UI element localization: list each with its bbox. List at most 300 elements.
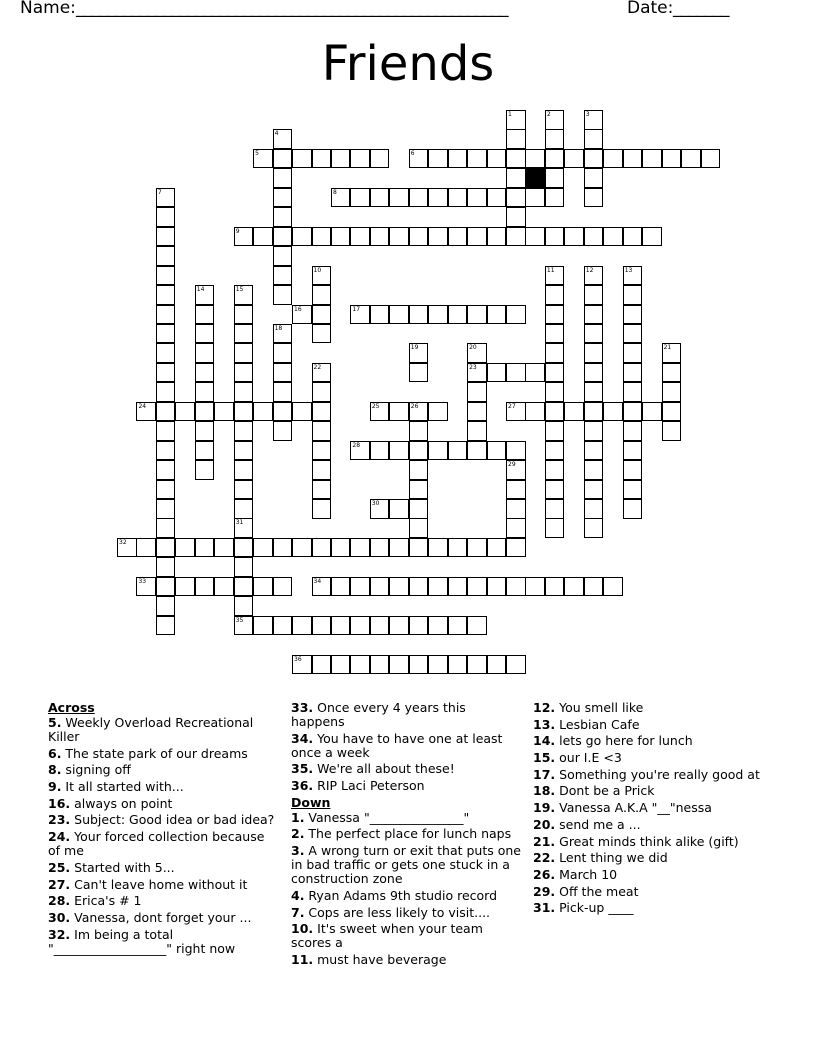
grid-cell[interactable]: [312, 480, 332, 500]
grid-cell[interactable]: [545, 480, 565, 500]
grid-cell[interactable]: [409, 518, 429, 538]
grid-cell[interactable]: [584, 577, 604, 597]
grid-cell[interactable]: [389, 188, 409, 208]
grid-cell[interactable]: [545, 129, 565, 149]
date-field-line[interactable]: _______: [673, 0, 729, 18]
grid-cell[interactable]: [312, 363, 332, 383]
grid-cell[interactable]: [487, 577, 507, 597]
grid-cell[interactable]: [448, 188, 468, 208]
grid-cell[interactable]: [312, 538, 332, 558]
grid-cell[interactable]: [273, 266, 293, 286]
grid-cell[interactable]: [312, 382, 332, 402]
grid-cell[interactable]: [136, 577, 156, 597]
grid-cell[interactable]: [273, 343, 293, 363]
grid-cell[interactable]: [195, 343, 215, 363]
grid-cell[interactable]: [331, 577, 351, 597]
grid-cell[interactable]: [506, 129, 526, 149]
grid-cell[interactable]: [234, 538, 254, 558]
grid-cell[interactable]: [234, 421, 254, 441]
grid-cell[interactable]: [156, 557, 176, 577]
grid-cell[interactable]: [487, 227, 507, 247]
grid-cell[interactable]: [350, 616, 370, 636]
grid-cell[interactable]: [506, 363, 526, 383]
grid-cell[interactable]: [350, 188, 370, 208]
grid-cell[interactable]: [623, 149, 643, 169]
grid-cell[interactable]: [564, 577, 584, 597]
grid-cell[interactable]: [545, 149, 565, 169]
grid-cell[interactable]: [156, 227, 176, 247]
grid-cell[interactable]: [389, 499, 409, 519]
grid-cell[interactable]: [409, 538, 429, 558]
grid-cell[interactable]: [525, 227, 545, 247]
grid-cell[interactable]: [312, 149, 332, 169]
grid-cell[interactable]: [156, 266, 176, 286]
grid-cell[interactable]: [253, 577, 273, 597]
grid-cell[interactable]: [428, 149, 448, 169]
grid-cell[interactable]: [234, 305, 254, 325]
grid-cell[interactable]: [156, 480, 176, 500]
grid-cell[interactable]: [603, 402, 623, 422]
grid-cell[interactable]: [195, 421, 215, 441]
grid-cell[interactable]: [662, 382, 682, 402]
grid-cell[interactable]: [448, 577, 468, 597]
grid-cell[interactable]: [584, 363, 604, 383]
grid-cell[interactable]: [448, 441, 468, 461]
grid-cell[interactable]: [175, 577, 195, 597]
grid-cell[interactable]: [409, 188, 429, 208]
grid-cell[interactable]: [467, 305, 487, 325]
grid-cell[interactable]: [584, 188, 604, 208]
grid-cell[interactable]: [331, 616, 351, 636]
grid-cell[interactable]: [506, 227, 526, 247]
grid-cell[interactable]: [448, 149, 468, 169]
grid-cell[interactable]: [467, 343, 487, 363]
grid-cell[interactable]: [467, 421, 487, 441]
grid-cell[interactable]: [214, 402, 234, 422]
grid-cell[interactable]: [623, 421, 643, 441]
grid-cell[interactable]: [292, 655, 312, 675]
grid-cell[interactable]: [234, 227, 254, 247]
grid-cell[interactable]: [623, 266, 643, 286]
grid-cell[interactable]: [428, 577, 448, 597]
grid-cell[interactable]: [234, 324, 254, 344]
grid-cell[interactable]: [545, 577, 565, 597]
grid-cell[interactable]: [292, 538, 312, 558]
grid-cell[interactable]: [545, 363, 565, 383]
grid-cell[interactable]: [214, 577, 234, 597]
grid-cell[interactable]: [234, 596, 254, 616]
grid-cell[interactable]: [156, 518, 176, 538]
grid-cell[interactable]: [584, 324, 604, 344]
grid-cell[interactable]: [506, 305, 526, 325]
grid-cell[interactable]: [545, 402, 565, 422]
grid-cell[interactable]: [253, 616, 273, 636]
grid-cell[interactable]: [662, 363, 682, 383]
grid-cell[interactable]: [117, 538, 137, 558]
grid-cell[interactable]: [467, 149, 487, 169]
grid-cell[interactable]: [350, 441, 370, 461]
grid-cell[interactable]: [370, 441, 390, 461]
grid-cell[interactable]: [389, 227, 409, 247]
grid-cell[interactable]: [156, 343, 176, 363]
grid-cell[interactable]: [389, 441, 409, 461]
grid-cell[interactable]: [273, 324, 293, 344]
grid-cell[interactable]: [584, 168, 604, 188]
grid-cell[interactable]: [350, 149, 370, 169]
grid-cell[interactable]: [525, 149, 545, 169]
grid-cell[interactable]: [584, 518, 604, 538]
grid-cell[interactable]: [273, 577, 293, 597]
grid-cell[interactable]: [370, 149, 390, 169]
grid-cell[interactable]: [409, 402, 429, 422]
grid-cell[interactable]: [312, 227, 332, 247]
grid-cell[interactable]: [409, 616, 429, 636]
grid-cell[interactable]: [273, 207, 293, 227]
grid-cell[interactable]: [312, 499, 332, 519]
grid-cell[interactable]: [584, 480, 604, 500]
grid-cell[interactable]: [623, 499, 643, 519]
grid-cell[interactable]: [234, 460, 254, 480]
grid-cell[interactable]: [584, 499, 604, 519]
grid-cell[interactable]: [506, 518, 526, 538]
grid-cell[interactable]: [234, 557, 254, 577]
grid-cell[interactable]: [156, 538, 176, 558]
grid-cell[interactable]: [312, 577, 332, 597]
grid-cell[interactable]: [506, 538, 526, 558]
grid-cell[interactable]: [195, 363, 215, 383]
grid-cell[interactable]: [195, 460, 215, 480]
grid-cell[interactable]: [584, 421, 604, 441]
grid-cell[interactable]: [545, 499, 565, 519]
grid-cell[interactable]: [467, 382, 487, 402]
grid-cell[interactable]: [273, 168, 293, 188]
grid-cell[interactable]: [545, 285, 565, 305]
grid-cell[interactable]: [448, 616, 468, 636]
grid-cell[interactable]: [312, 402, 332, 422]
grid-cell[interactable]: [545, 227, 565, 247]
grid-cell[interactable]: [545, 460, 565, 480]
grid-cell[interactable]: [428, 616, 448, 636]
grid-cell[interactable]: [273, 402, 293, 422]
grid-cell[interactable]: [312, 441, 332, 461]
grid-cell[interactable]: [409, 305, 429, 325]
grid-cell[interactable]: [156, 616, 176, 636]
grid-cell[interactable]: [195, 324, 215, 344]
grid-cell[interactable]: [389, 616, 409, 636]
grid-cell[interactable]: [506, 149, 526, 169]
grid-cell[interactable]: [234, 518, 254, 538]
grid-cell[interactable]: [506, 402, 526, 422]
grid-cell[interactable]: [273, 188, 293, 208]
grid-cell[interactable]: [584, 110, 604, 130]
grid-cell[interactable]: [292, 227, 312, 247]
grid-cell[interactable]: [487, 441, 507, 461]
grid-cell[interactable]: [545, 168, 565, 188]
grid-cell[interactable]: [370, 402, 390, 422]
grid-cell[interactable]: [623, 363, 643, 383]
grid-cell[interactable]: [195, 402, 215, 422]
grid-cell[interactable]: [467, 655, 487, 675]
grid-cell[interactable]: [448, 305, 468, 325]
grid-cell[interactable]: [467, 577, 487, 597]
grid-cell[interactable]: [156, 499, 176, 519]
grid-cell[interactable]: [409, 499, 429, 519]
grid-cell[interactable]: [428, 538, 448, 558]
grid-cell[interactable]: [467, 402, 487, 422]
grid-cell[interactable]: [448, 227, 468, 247]
grid-cell[interactable]: [623, 305, 643, 325]
grid-cell[interactable]: [253, 402, 273, 422]
grid-cell[interactable]: [428, 227, 448, 247]
grid-cell[interactable]: [234, 499, 254, 519]
grid-cell[interactable]: [273, 382, 293, 402]
grid-cell[interactable]: [701, 149, 721, 169]
grid-cell[interactable]: [584, 441, 604, 461]
grid-cell[interactable]: [234, 402, 254, 422]
grid-cell[interactable]: [506, 168, 526, 188]
grid-cell[interactable]: [370, 227, 390, 247]
grid-cell[interactable]: [234, 343, 254, 363]
grid-cell[interactable]: [409, 441, 429, 461]
grid-cell[interactable]: [662, 343, 682, 363]
grid-cell[interactable]: [234, 382, 254, 402]
grid-cell[interactable]: [409, 421, 429, 441]
grid-cell[interactable]: [312, 421, 332, 441]
grid-cell[interactable]: [662, 421, 682, 441]
grid-cell[interactable]: [545, 343, 565, 363]
grid-cell[interactable]: [467, 441, 487, 461]
grid-cell[interactable]: [331, 227, 351, 247]
grid-cell[interactable]: [487, 188, 507, 208]
grid-cell[interactable]: [506, 655, 526, 675]
grid-cell[interactable]: [273, 129, 293, 149]
grid-cell[interactable]: [525, 402, 545, 422]
grid-cell[interactable]: [623, 441, 643, 461]
grid-cell[interactable]: [195, 382, 215, 402]
grid-cell[interactable]: [584, 266, 604, 286]
grid-cell[interactable]: [623, 402, 643, 422]
grid-cell[interactable]: [506, 499, 526, 519]
grid-cell[interactable]: [448, 655, 468, 675]
grid-cell[interactable]: [584, 460, 604, 480]
grid-cell[interactable]: [370, 616, 390, 636]
grid-cell[interactable]: [409, 227, 429, 247]
grid-cell[interactable]: [487, 305, 507, 325]
grid-cell[interactable]: [623, 382, 643, 402]
grid-cell[interactable]: [545, 266, 565, 286]
grid-cell[interactable]: [136, 402, 156, 422]
grid-cell[interactable]: [487, 655, 507, 675]
grid-cell[interactable]: [428, 188, 448, 208]
grid-cell[interactable]: [370, 188, 390, 208]
grid-cell[interactable]: [273, 246, 293, 266]
grid-cell[interactable]: [467, 227, 487, 247]
grid-cell[interactable]: [623, 343, 643, 363]
grid-cell[interactable]: [584, 382, 604, 402]
grid-cell[interactable]: [409, 343, 429, 363]
grid-cell[interactable]: [234, 285, 254, 305]
grid-cell[interactable]: [331, 655, 351, 675]
grid-cell[interactable]: [623, 285, 643, 305]
grid-cell[interactable]: [428, 655, 448, 675]
grid-cell[interactable]: [467, 616, 487, 636]
grid-cell[interactable]: [506, 207, 526, 227]
grid-cell[interactable]: [195, 441, 215, 461]
grid-cell[interactable]: [156, 305, 176, 325]
grid-cell[interactable]: [370, 305, 390, 325]
grid-cell[interactable]: [584, 149, 604, 169]
grid-cell[interactable]: [564, 402, 584, 422]
grid-cell[interactable]: [389, 577, 409, 597]
grid-cell[interactable]: [487, 149, 507, 169]
grid-cell[interactable]: [428, 305, 448, 325]
grid-cell[interactable]: [623, 460, 643, 480]
grid-cell[interactable]: [156, 207, 176, 227]
grid-cell[interactable]: [156, 188, 176, 208]
grid-cell[interactable]: [156, 596, 176, 616]
grid-cell[interactable]: [642, 402, 662, 422]
grid-cell[interactable]: [253, 538, 273, 558]
grid-cell[interactable]: [525, 188, 545, 208]
grid-cell[interactable]: [253, 227, 273, 247]
grid-cell[interactable]: [409, 460, 429, 480]
grid-cell[interactable]: [312, 655, 332, 675]
grid-cell[interactable]: [312, 460, 332, 480]
grid-cell[interactable]: [350, 227, 370, 247]
grid-cell[interactable]: [350, 305, 370, 325]
grid-cell[interactable]: [545, 518, 565, 538]
grid-cell[interactable]: [156, 285, 176, 305]
grid-cell[interactable]: [545, 305, 565, 325]
grid-cell[interactable]: [156, 246, 176, 266]
grid-cell[interactable]: [506, 480, 526, 500]
grid-cell[interactable]: [370, 538, 390, 558]
grid-cell[interactable]: [389, 402, 409, 422]
grid-cell[interactable]: [350, 655, 370, 675]
grid-cell[interactable]: [156, 421, 176, 441]
grid-cell[interactable]: [564, 149, 584, 169]
grid-cell[interactable]: [584, 402, 604, 422]
grid-cell[interactable]: [545, 382, 565, 402]
grid-cell[interactable]: [389, 655, 409, 675]
grid-cell[interactable]: [409, 480, 429, 500]
grid-cell[interactable]: [156, 382, 176, 402]
grid-cell[interactable]: [545, 441, 565, 461]
grid-cell[interactable]: [156, 460, 176, 480]
grid-cell[interactable]: [312, 616, 332, 636]
grid-cell[interactable]: [331, 188, 351, 208]
grid-cell[interactable]: [370, 499, 390, 519]
grid-cell[interactable]: [195, 305, 215, 325]
grid-cell[interactable]: [273, 149, 293, 169]
grid-cell[interactable]: [409, 149, 429, 169]
grid-cell[interactable]: [273, 363, 293, 383]
grid-cell[interactable]: [584, 285, 604, 305]
grid-cell[interactable]: [350, 577, 370, 597]
grid-cell[interactable]: [331, 538, 351, 558]
grid-cell[interactable]: [506, 110, 526, 130]
grid-cell[interactable]: [156, 577, 176, 597]
grid-cell[interactable]: [214, 538, 234, 558]
grid-cell[interactable]: [467, 538, 487, 558]
grid-cell[interactable]: [312, 266, 332, 286]
grid-cell[interactable]: [584, 227, 604, 247]
grid-cell[interactable]: [584, 343, 604, 363]
grid-cell[interactable]: [195, 577, 215, 597]
grid-cell[interactable]: [273, 616, 293, 636]
grid-cell[interactable]: [273, 538, 293, 558]
grid-cell[interactable]: [370, 655, 390, 675]
grid-cell[interactable]: [389, 305, 409, 325]
grid-cell[interactable]: [312, 305, 332, 325]
grid-cell[interactable]: [234, 577, 254, 597]
grid-cell[interactable]: [467, 363, 487, 383]
grid-cell[interactable]: [234, 480, 254, 500]
grid-cell[interactable]: [136, 538, 156, 558]
grid-cell[interactable]: [195, 285, 215, 305]
grid-cell[interactable]: [409, 363, 429, 383]
grid-cell[interactable]: [234, 616, 254, 636]
grid-cell[interactable]: [292, 305, 312, 325]
grid-cell[interactable]: [506, 577, 526, 597]
grid-cell[interactable]: [273, 227, 293, 247]
grid-cell[interactable]: [428, 441, 448, 461]
grid-cell[interactable]: [603, 149, 623, 169]
grid-cell[interactable]: [623, 227, 643, 247]
grid-cell[interactable]: [156, 324, 176, 344]
grid-cell[interactable]: [487, 363, 507, 383]
grid-cell[interactable]: [409, 655, 429, 675]
grid-cell[interactable]: [662, 402, 682, 422]
grid-cell[interactable]: [253, 149, 273, 169]
grid-cell[interactable]: [545, 110, 565, 130]
name-field-line[interactable]: ______________________________________________________: [76, 0, 508, 18]
grid-cell[interactable]: [584, 305, 604, 325]
grid-cell[interactable]: [623, 480, 643, 500]
grid-cell[interactable]: [506, 441, 526, 461]
grid-cell[interactable]: [506, 188, 526, 208]
grid-cell[interactable]: [156, 363, 176, 383]
grid-cell[interactable]: [273, 285, 293, 305]
grid-cell[interactable]: [331, 149, 351, 169]
grid-cell[interactable]: [428, 402, 448, 422]
grid-cell[interactable]: [195, 538, 215, 558]
grid-cell[interactable]: [409, 577, 429, 597]
grid-cell[interactable]: [525, 577, 545, 597]
grid-cell[interactable]: [642, 227, 662, 247]
grid-cell[interactable]: [234, 363, 254, 383]
grid-cell[interactable]: [350, 538, 370, 558]
grid-cell[interactable]: [662, 149, 682, 169]
grid-cell[interactable]: [292, 149, 312, 169]
grid-cell[interactable]: [292, 402, 312, 422]
grid-cell[interactable]: [603, 227, 623, 247]
grid-cell[interactable]: [623, 324, 643, 344]
grid-cell[interactable]: [175, 402, 195, 422]
grid-cell[interactable]: [175, 538, 195, 558]
grid-cell[interactable]: [564, 227, 584, 247]
grid-cell[interactable]: [584, 129, 604, 149]
grid-cell[interactable]: [525, 363, 545, 383]
grid-cell[interactable]: [545, 421, 565, 441]
grid-cell[interactable]: [273, 421, 293, 441]
grid-cell[interactable]: [448, 538, 468, 558]
grid-cell[interactable]: [312, 324, 332, 344]
grid-cell[interactable]: [545, 324, 565, 344]
grid-cell[interactable]: [156, 402, 176, 422]
grid-cell[interactable]: [389, 538, 409, 558]
grid-cell[interactable]: [603, 577, 623, 597]
